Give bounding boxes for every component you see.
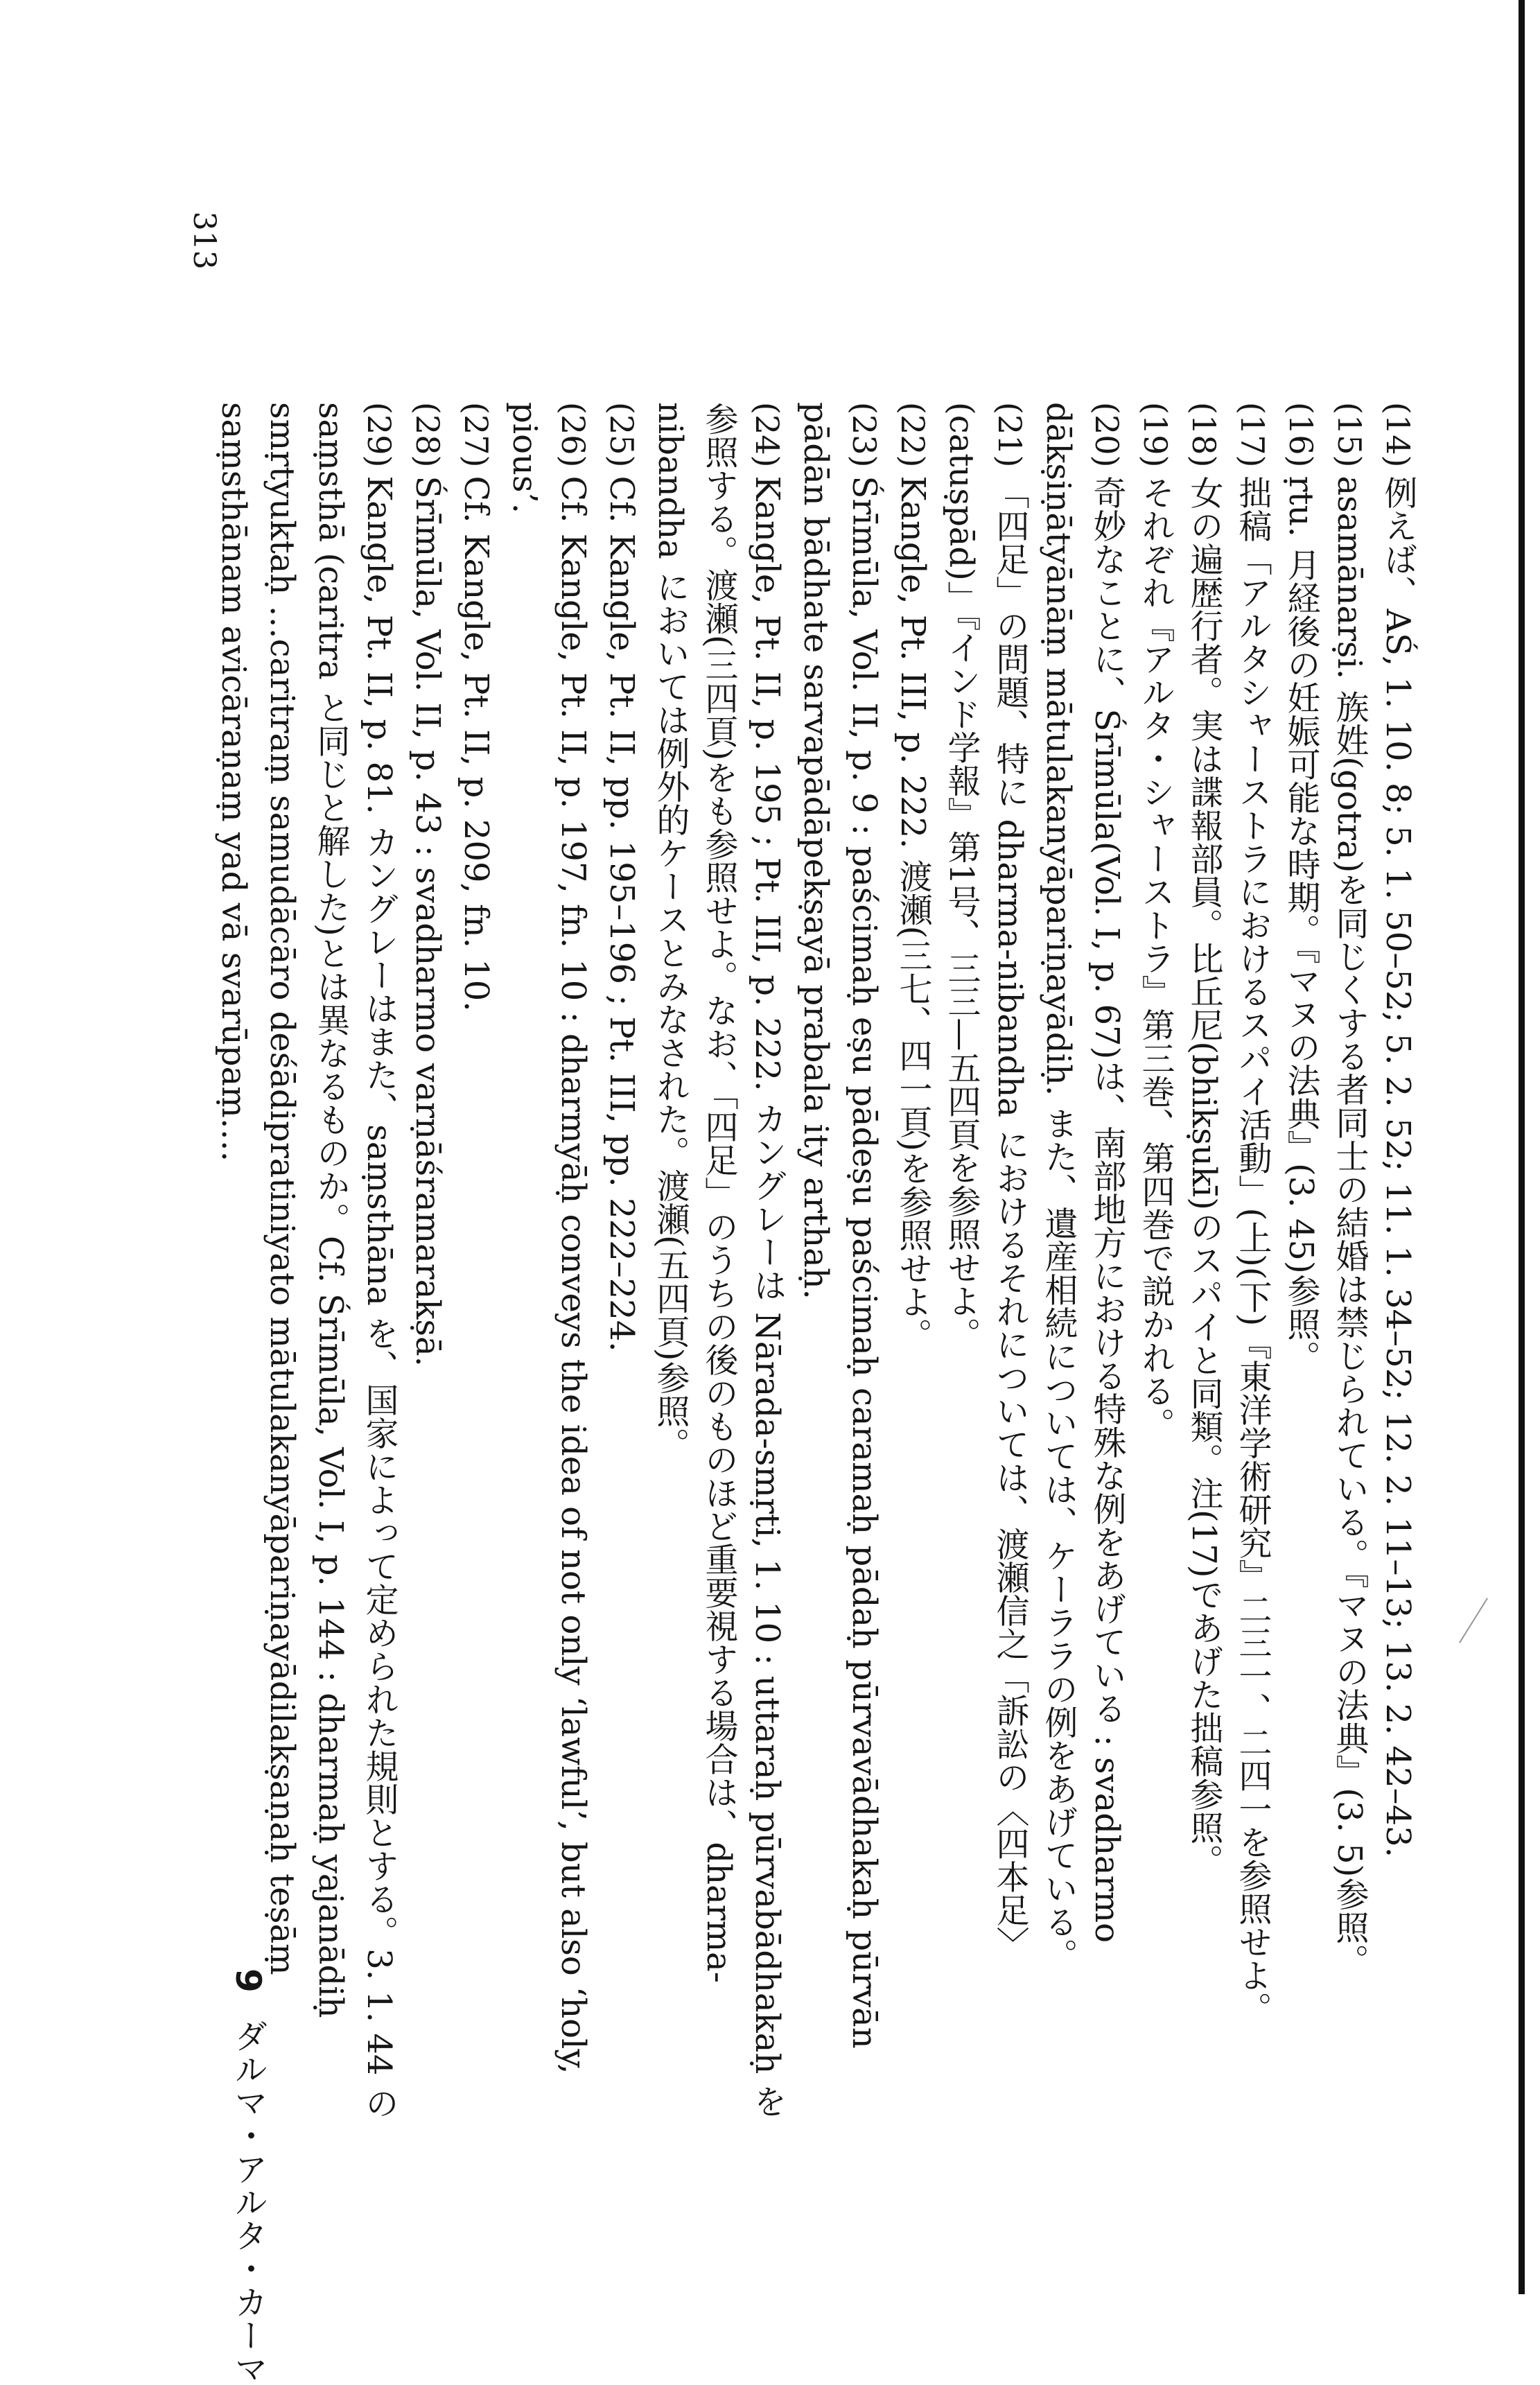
page-number: 313 — [186, 211, 222, 270]
footnote-number: (24) — [749, 402, 786, 468]
footnote-number: (21) — [991, 402, 1029, 468]
footnotes-block — [209, 402, 1422, 2121]
footnote-28 — [403, 402, 452, 2121]
footnote-29 — [209, 402, 403, 2121]
footnote-20 — [1034, 402, 1131, 2121]
footnote-17 — [1228, 402, 1277, 2121]
footnote-19 — [1131, 402, 1180, 2121]
footnote-number: (29) — [360, 402, 398, 468]
footnote-number: (15) — [1331, 402, 1368, 468]
footnote-27 — [452, 402, 500, 2121]
footnote-text: Kangle, Pt. II, p. 195 ; Pt. III, p. 222. カングレーは Nārada-smṛti, 1. 10 : uttaraḥ pūrvabādhakaḥ を参照する。渡瀬(三四頁)をも参照せよ。なお、「四足」のうちの後のものほど重要視する場合は、dharma-nibandha においては例外的ケースとみなされた。渡瀬(五四頁)参照。 — [651, 402, 787, 2118]
footnote-number: (19) — [1137, 402, 1174, 468]
footnote-text: Kangle, Pt. III, p. 222. 渡瀬(三七、四一頁)を参照せよ。 — [893, 475, 932, 1352]
footnote-text: Śrīmūla, Vol. II, p. 9 : paścimaḥ eṣu pādeṣu paścimaḥ caramaḥ pādaḥ pūrvavādhakaḥ pūrvān pādān bādhate sarvapādāpekṣayā prabala ity arthaḥ. — [796, 402, 884, 2049]
footnote-16 — [1277, 402, 1325, 2121]
footnote-number: (23) — [846, 402, 883, 468]
footnote-text: 「四足」の問題、特に dharma-nibandha におけるそれについては、渡瀬信之「訴訟の〈四本足〉(catuṣpād)」『インド学報』第1号、三三—五四頁を参照せよ。 — [942, 402, 1029, 1960]
footnote-text: Śrīmūla, Vol. II, p. 43 : svadharmo varṇāśramarakṣā. — [408, 475, 447, 1367]
footnote-25 — [597, 402, 646, 2121]
footnote-text: それぞれ『アルタ・シャーストラ』第三巻、第四巻で説かれる。 — [1136, 475, 1175, 1441]
footnote-text: Cf. Kangle, Pt. II, pp. 195–196 ; Pt. III, pp. 222–224. — [602, 475, 641, 1352]
footnote-text: ṛtu. 月経後の妊娠可能な時期。『マヌの法典』(3. 45)参照。 — [1281, 475, 1320, 1374]
footnote-text: Cf. Kangle, Pt. II, p. 197, fn. 10 : dharmyāḥ conveys the idea of not only ‘lawful’, but also ‘holy, pious’. — [505, 402, 593, 2074]
footnote-text: 奇妙なことに、Śrīmūla(Vol. I, p. 67)は、南部地方における特殊な例をあげている : svadharmo dākṣiṇātyānāṃ mātulakanyāpariṇayādiḥ. また、遺産相続については、ケーララの例をあげている。 — [1039, 402, 1126, 1972]
footnote-number: (17) — [1234, 402, 1271, 468]
footnote-text: Kangle, Pt. II, p. 81. カングレーはまた、saṃsthāna を、国家によって定められた規則とする。3. 1. 44 の saṃsthā (caritra と同じと解した)とは異なるものか。Cf. Śrīmūla, Vol. I, p. 144 : dharmaḥ yajanādiḥ smṛtyuktaḥ …caritraṃ samudācāro deśādipratiniyato mātulakanyāpariṇayādilakṣaṇaḥ teṣāṃ saṃsthānam avicāraṇaṃ yad vā svarūpaṃ…. — [214, 402, 399, 2120]
scan-edge-line — [1519, 0, 1525, 2294]
footnote-22 — [889, 402, 937, 2121]
footnote-number: (26) — [554, 402, 592, 468]
footnote-21 — [937, 402, 1034, 2121]
footnote-number: (14) — [1379, 402, 1417, 468]
running-footer — [229, 1968, 268, 2385]
footnote-24 — [646, 402, 791, 2121]
footnote-number: (28) — [409, 402, 446, 468]
footnote-number: (16) — [1282, 402, 1320, 468]
footnote-number: (25) — [603, 402, 640, 468]
footer-title: ダルマ・アルタ・カーマ — [229, 2018, 268, 2385]
scan-mark — [1459, 1598, 1488, 1643]
footnote-text: asamānarṣi. 族姓(gotra)を同じくする者同士の結婚は禁じられている。『マヌの法典』(3. 5)参照。 — [1330, 475, 1369, 1977]
footnote-number: (20) — [1088, 402, 1126, 468]
footnote-18 — [1180, 402, 1228, 2121]
footnote-26 — [500, 402, 597, 2121]
footer-page-number: 9 — [228, 1968, 268, 1993]
footnote-number: (27) — [457, 402, 495, 468]
footnote-15 — [1325, 402, 1374, 2121]
footnote-14 — [1374, 402, 1422, 2121]
footnote-number: (22) — [894, 402, 931, 468]
footnote-23 — [791, 402, 889, 2121]
footnote-text: Cf. Kangle, Pt. II, p. 209, fn. 10. — [457, 475, 496, 1012]
footnote-text: 例えば、AŚ, 1. 10. 8; 5. 1. 50–52; 5. 2. 52; 11. 1. 34–52; 12. 2. 11–13; 13. 2. 42–43. — [1379, 475, 1417, 1858]
footnote-text: 女の遍歴行者。実は諜報部員。比丘尼(bhikṣukī)のスパイと同類。注(17)であげた拙稿参照。 — [1184, 475, 1223, 1878]
footnote-text: 拙稿「アルタシャーストラにおけるスパイ活動」(上)(下)『東洋学術研究』二三一、二四一を参照せよ。 — [1233, 475, 1272, 2025]
footnote-number: (18) — [1185, 402, 1223, 468]
